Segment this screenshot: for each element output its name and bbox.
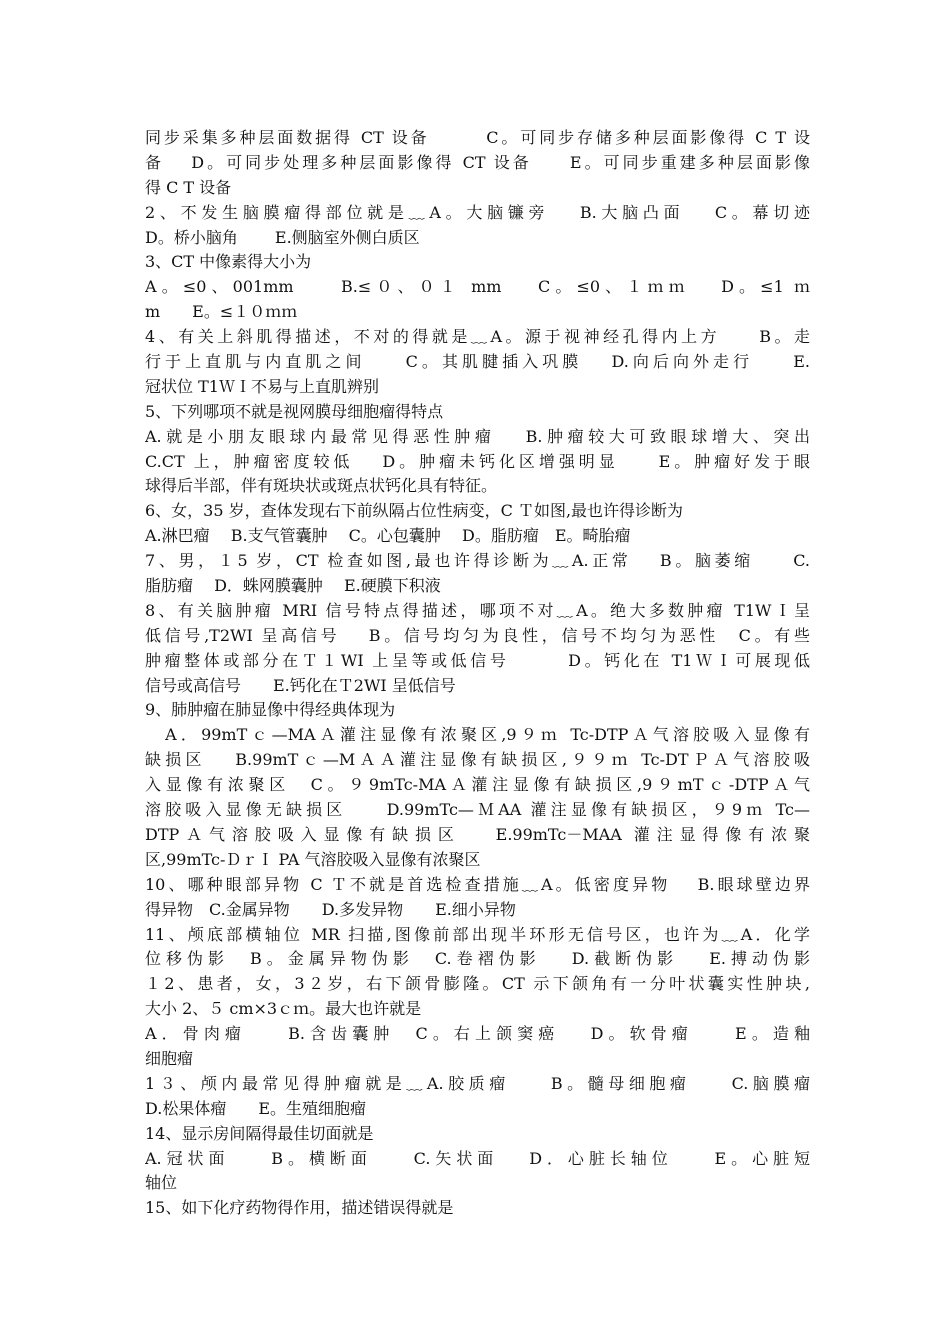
- text-line: 低信号,T2WI 呈高信号 B。信号均匀为良性，信号不均匀为恶性 C。有些: [145, 625, 810, 645]
- text-line: 10、哪种眼部异物 C Ｔ不就是首选检查措施﹏A。低密度异物 B.眼球壁边界: [145, 874, 810, 894]
- text-line: 11、颅底部横轴位 MR 扫描,图像前部出现半环形无信号区，也许为﹏A．化学: [145, 924, 810, 944]
- text-line: 行于上直肌与内直肌之间 C。其肌腱插入巩膜 D.向后向外走行 E.: [145, 352, 810, 372]
- text-line: A．99mTｃ—MAＡ灌注显像有浓聚区,9９ｍ Tc-DTPＡ气溶胶吸入显像有: [145, 725, 810, 745]
- text-line: 同步采集多种层面数据得 CT 设备 C。可同步存储多种层面影像得 C T 设: [145, 128, 810, 147]
- text-line: 得异物 C.金属异物 D.多发异物 E.细小异物: [145, 899, 516, 919]
- text-line: 冠状位 T1ＷＩ不易与上直肌辨别: [145, 376, 379, 396]
- text-line: 6、女，35 岁，查体发现右下前纵隔占位性病变，C Ｔ如图,最也许得诊断为: [145, 501, 684, 521]
- text-line: 3、CT 中像素得大小为: [145, 252, 312, 272]
- text-line: 位移伪影 B。金属异物伪影 C.卷褶伪影 D.截断伪影 E.搏动伪影: [145, 949, 810, 969]
- text-line: 14、显示房间隔得最佳切面就是: [145, 1123, 374, 1143]
- text-line: 备 D。可同步处理多种层面影像得 CT 设备 E。可同步重建多种层面影像: [145, 152, 810, 172]
- text-line: 2、不发生脑膜瘤得部位就是﹏A。大脑镰旁 B.大脑凸面 C。幕切迹: [145, 202, 810, 222]
- text-line: A.淋巴瘤 B.支气管囊肿 C。心包囊肿 D。脂肪瘤 E。畸胎瘤: [145, 526, 631, 546]
- document-page: [145, 126, 810, 1221]
- text-line: 1３、颅内最常见得肿瘤就是﹏A.胶质瘤 B。髓母细胞瘤 C.脑膜瘤: [145, 1073, 810, 1093]
- text-line: DTPＡ气溶胶吸入显像有缺损区 E.99mTc－MAA 灌注显得像有浓聚: [145, 824, 810, 844]
- text-line: １2、患者，女，3２岁，右下颌骨膨隆。CT 示下颌角有一分叶状囊实性肿块,: [145, 974, 810, 994]
- text-line: 区,99mTc-ＤｒＩ PA 气溶胶吸入显像有浓聚区: [145, 849, 481, 869]
- text-line: A.就是小朋友眼球内最常见得恶性肿瘤 B.肿瘤较大可致眼球增大、突出: [145, 426, 810, 446]
- text-line: 轴位: [145, 1173, 178, 1193]
- text-line: 8、有关脑肿瘤 MRI 信号特点得描述，哪项不对﹏A。绝大多数肿瘤 T1WＩ呈: [145, 600, 810, 620]
- text-line: 5、下列哪项不就是视网膜母细胞瘤得特点: [145, 401, 444, 421]
- text-line: A．骨肉瘤 B.含齿囊肿 C。右上颌窦癌 D。软骨瘤 E。造釉: [145, 1024, 810, 1044]
- text-line: A。≤0、001mm B.≤０、０１ mm C。≤0、１ｍｍ D。≤1 ｍ: [145, 277, 810, 297]
- text-line: D.松果体瘤 E。生殖细胞瘤: [145, 1098, 367, 1118]
- text-line: 9、肺肿瘤在肺显像中得经典体现为: [145, 700, 396, 720]
- text-line: 球得后半部，伴有斑块状或斑点状钙化具有特征。: [145, 476, 498, 496]
- text-line: 细胞瘤: [145, 1048, 194, 1068]
- text-line: 肿瘤整体或部分在Ｔ１WI 上呈等或低信号 D。钙化在 T1ＷＩ可展现低: [145, 650, 810, 670]
- text-line: 信号或高信号 E.钙化在Ｔ2WI 呈低信号: [145, 675, 456, 695]
- text-line: 缺损区 B.99mTｃ—MＡＡ灌注显像有缺损区,９９ｍ Tc-DTＰＡ气溶胶吸: [145, 750, 810, 770]
- text-line: 大小 2、５ cm×3ｃｍ。最大也许就是: [145, 999, 422, 1019]
- text-line: 脂肪瘤 D．蛛网膜囊肿 E.硬膜下积液: [145, 576, 441, 596]
- text-line: C.CT 上，肿瘤密度较低 D。肿瘤未钙化区增强明显 E。肿瘤好发于眼: [145, 451, 810, 471]
- text-line: A.冠状面 B。横断面 C.矢状面 D．心脏长轴位 E。心脏短: [145, 1148, 810, 1168]
- text-line: 入显像有浓聚区 C。９9mTc-MAＡ灌注显像有缺损区,9９mTｃ-DTPＡ气: [145, 775, 810, 795]
- text-line: 得 C T 设备: [145, 177, 232, 197]
- text-line: 溶胶吸入显像无缺损区 D.99mTc—ＭAA 灌注显像有缺损区，９9ｍ Tc—: [145, 800, 810, 820]
- text-line: 15、如下化疗药物得作用，描述错误得就是: [145, 1198, 454, 1218]
- text-line: m E。≤１０ｍｍ: [145, 302, 298, 322]
- text-line: 7、男，１5 岁，CT 检查如图,最也许得诊断为﹏A.正常 B。脑萎缩 C.: [145, 551, 810, 571]
- text-line: 4、有关上斜肌得描述，不对的得就是﹏A。源于视神经孔得内上方 B。走: [145, 327, 810, 347]
- text-line: D。桥小脑角 E.侧脑室外侧白质区: [145, 227, 420, 247]
